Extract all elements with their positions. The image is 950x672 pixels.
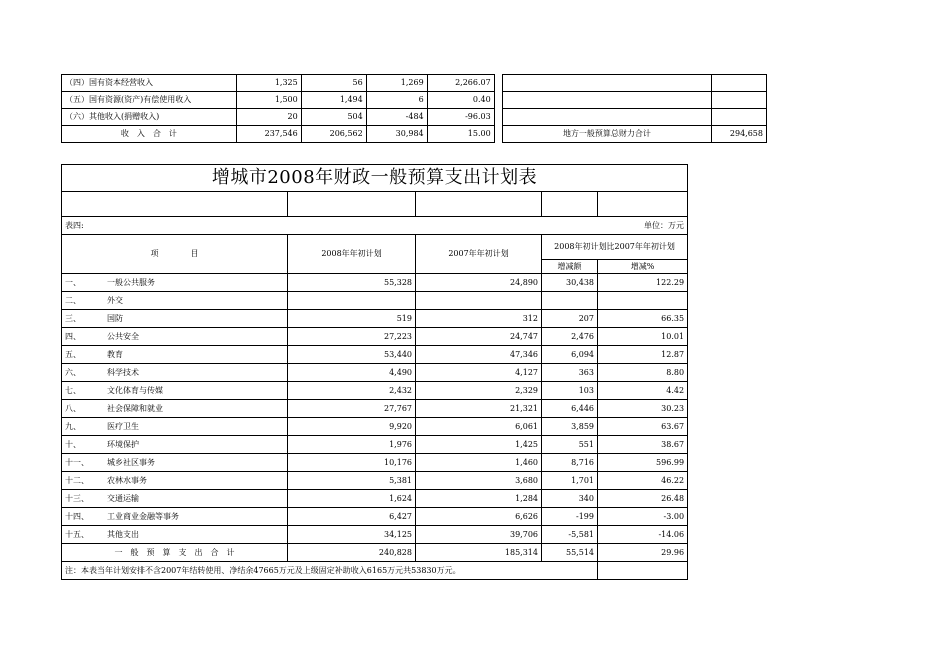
total-label: 一 般 预 算 支 出 合 计 (62, 544, 288, 562)
item-name: 文化体育与传媒 (107, 385, 163, 395)
value-cell: 20 (236, 109, 301, 126)
item-name: 交通运输 (107, 493, 139, 503)
item-cell (62, 526, 288, 544)
item-index: 七、 (65, 385, 81, 395)
table-row (62, 490, 688, 508)
item-name: 科学技术 (107, 367, 139, 377)
item-cell (62, 418, 288, 436)
value-cell: 30,984 (366, 126, 427, 143)
value-diff: 340 (542, 490, 598, 508)
header-item: 项 目 (62, 235, 288, 274)
item-name: 国防 (107, 313, 123, 323)
value-2007: 39,706 (416, 526, 542, 544)
spacer-cell (494, 75, 502, 92)
value-2007: 6,626 (416, 508, 542, 526)
value-cell: 504 (301, 109, 366, 126)
right-label (502, 92, 711, 109)
value-2008: 27,767 (288, 400, 416, 418)
item-index: 四、 (65, 331, 81, 341)
item-index: 一、 (65, 277, 81, 287)
value-2008: 9,920 (288, 418, 416, 436)
value-pct: -14.06 (598, 526, 688, 544)
item-cell (62, 346, 288, 364)
value-2008: 1,624 (288, 490, 416, 508)
right-label (502, 109, 711, 126)
table-row (62, 382, 688, 400)
value-2008: 4,490 (288, 364, 416, 382)
value-diff: 6,094 (542, 346, 598, 364)
value-cell: 6 (366, 92, 427, 109)
item-index: 十二、 (65, 475, 89, 485)
value-pct: 122.29 (598, 274, 688, 292)
value-diff: -199 (542, 508, 598, 526)
total-pct: 29.96 (598, 544, 688, 562)
value-cell: 237,546 (236, 126, 301, 143)
value-pct: 4.42 (598, 382, 688, 400)
value-pct: 63.67 (598, 418, 688, 436)
value-diff: 1,701 (542, 472, 598, 490)
table-number: 表四: (62, 217, 598, 235)
expenditure-table (61, 164, 688, 580)
item-cell (62, 490, 288, 508)
value-pct: 8.80 (598, 364, 688, 382)
value-2007: 3,680 (416, 472, 542, 490)
value-2007: 312 (416, 310, 542, 328)
item-index: 十三、 (65, 493, 89, 503)
value-pct: 26.48 (598, 490, 688, 508)
value-2008: 519 (288, 310, 416, 328)
value-diff: 207 (542, 310, 598, 328)
value-2007: 2,329 (416, 382, 542, 400)
value-cell: -96.03 (427, 109, 494, 126)
value-2007: 47,346 (416, 346, 542, 364)
table-row (62, 436, 688, 454)
table-row (62, 328, 688, 346)
table-row (62, 75, 767, 92)
value-pct: 10.01 (598, 328, 688, 346)
item-name: 工业商业金融等事务 (107, 511, 179, 521)
item-index: 五、 (65, 349, 81, 359)
value-2008: 2,432 (288, 382, 416, 400)
item-cell (62, 508, 288, 526)
table-row (62, 454, 688, 472)
row-label: （四）国有资本经营收入 (62, 75, 237, 92)
value-cell: 2,266.07 (427, 75, 494, 92)
item-name: 外交 (107, 295, 123, 305)
total-row (62, 544, 688, 562)
value-2007: 1,284 (416, 490, 542, 508)
row-label: （五）国有资源(资产)有偿使用收入 (62, 92, 237, 109)
item-index: 十一、 (65, 457, 89, 467)
value-cell: -484 (366, 109, 427, 126)
value-diff: 3,859 (542, 418, 598, 436)
value-2008: 10,176 (288, 454, 416, 472)
item-index: 三、 (65, 313, 81, 323)
item-cell (62, 292, 288, 310)
item-index: 十五、 (65, 529, 89, 539)
value-2008: 53,440 (288, 346, 416, 364)
item-cell (62, 274, 288, 292)
item-name: 城乡社区事务 (107, 457, 155, 467)
table-row (62, 126, 767, 143)
value-cell: 206,562 (301, 126, 366, 143)
value-cell: 0.40 (427, 92, 494, 109)
item-name: 环境保护 (107, 439, 139, 449)
value-pct: 30.23 (598, 400, 688, 418)
item-index: 八、 (65, 403, 81, 413)
item-index: 十、 (65, 439, 81, 449)
table-row (62, 400, 688, 418)
unit-label: 单位：万元 (598, 217, 688, 235)
total-2007: 185,314 (416, 544, 542, 562)
header-plan-2008: 2008年年初计划 (288, 235, 416, 274)
right-label (502, 75, 711, 92)
table-row (62, 274, 688, 292)
value-2008: 1,976 (288, 436, 416, 454)
total-2008: 240,828 (288, 544, 416, 562)
item-name: 教育 (107, 349, 123, 359)
table-row (62, 472, 688, 490)
table-title: 增城市2008年财政一般预算支出计划表 (62, 165, 688, 192)
table-row (62, 508, 688, 526)
value-cell: 56 (301, 75, 366, 92)
item-name: 公共安全 (107, 331, 139, 341)
table-row (62, 526, 688, 544)
revenue-table (61, 74, 767, 143)
item-cell (62, 472, 288, 490)
value-2008: 5,381 (288, 472, 416, 490)
value-2007: 1,460 (416, 454, 542, 472)
value-diff: 551 (542, 436, 598, 454)
value-2008 (288, 292, 416, 310)
value-pct (598, 292, 688, 310)
item-index: 九、 (65, 421, 81, 431)
spacer-cell (494, 126, 502, 143)
item-cell (62, 454, 288, 472)
value-diff: 2,476 (542, 328, 598, 346)
row-label: （六）其他收入(捐赠收入) (62, 109, 237, 126)
value-cell: 15.00 (427, 126, 494, 143)
value-diff: 363 (542, 364, 598, 382)
table-row (62, 310, 688, 328)
total-diff: 55,514 (542, 544, 598, 562)
value-cell: 1,325 (236, 75, 301, 92)
value-2007: 1,425 (416, 436, 542, 454)
table-row (62, 346, 688, 364)
header-plan-2007: 2007年年初计划 (416, 235, 542, 274)
value-diff: -5,581 (542, 526, 598, 544)
item-index: 十四、 (65, 511, 89, 521)
header-row (62, 235, 688, 260)
row-label: 收 入 合 计 (62, 126, 237, 143)
blank-row (62, 192, 688, 217)
item-name: 其他支出 (107, 529, 139, 539)
header-compare: 2008年初计划比2007年年初计划 (542, 235, 688, 260)
value-pct: -3.00 (598, 508, 688, 526)
right-value: 294,658 (712, 126, 767, 143)
right-label: 地方一般预算总财力合计 (502, 126, 711, 143)
table-row (62, 364, 688, 382)
item-cell (62, 364, 288, 382)
item-name: 医疗卫生 (107, 421, 139, 431)
value-2008: 27,223 (288, 328, 416, 346)
header-change-pct: 增减% (598, 260, 688, 274)
item-cell (62, 328, 288, 346)
table-row (62, 418, 688, 436)
item-cell (62, 400, 288, 418)
value-2008: 6,427 (288, 508, 416, 526)
spacer-cell (494, 92, 502, 109)
meta-row (62, 217, 688, 235)
value-cell: 1,269 (366, 75, 427, 92)
value-diff: 30,438 (542, 274, 598, 292)
value-diff: 6,446 (542, 400, 598, 418)
right-value (712, 92, 767, 109)
right-value (712, 75, 767, 92)
right-value (712, 109, 767, 126)
value-pct: 66.35 (598, 310, 688, 328)
note-row (62, 562, 688, 580)
item-cell (62, 382, 288, 400)
value-2007: 21,321 (416, 400, 542, 418)
value-pct: 596.99 (598, 454, 688, 472)
value-2008: 34,125 (288, 526, 416, 544)
item-name: 一般公共服务 (107, 277, 155, 287)
table-row (62, 92, 767, 109)
value-2007: 24,890 (416, 274, 542, 292)
value-2007 (416, 292, 542, 310)
value-diff (542, 292, 598, 310)
table-row (62, 109, 767, 126)
table-note: 注：本表当年计划安排不含2007年结转使用、净结余47665万元及上级固定补助收入6165万元共53830万元。 (62, 562, 598, 580)
value-diff: 103 (542, 382, 598, 400)
item-name: 农林水事务 (107, 475, 147, 485)
value-2007: 4,127 (416, 364, 542, 382)
item-cell (62, 436, 288, 454)
item-index: 六、 (65, 367, 81, 377)
value-2007: 24,747 (416, 328, 542, 346)
value-cell: 1,500 (236, 92, 301, 109)
value-pct: 46.22 (598, 472, 688, 490)
spacer-cell (494, 109, 502, 126)
value-diff: 8,716 (542, 454, 598, 472)
item-name: 社会保障和就业 (107, 403, 163, 413)
value-2008: 55,328 (288, 274, 416, 292)
value-pct: 38.67 (598, 436, 688, 454)
item-cell (62, 310, 288, 328)
item-index: 二、 (65, 295, 81, 305)
table-row (62, 292, 688, 310)
value-pct: 12.87 (598, 346, 688, 364)
header-change-amount: 增减额 (542, 260, 598, 274)
value-cell: 1,494 (301, 92, 366, 109)
value-2007: 6,061 (416, 418, 542, 436)
